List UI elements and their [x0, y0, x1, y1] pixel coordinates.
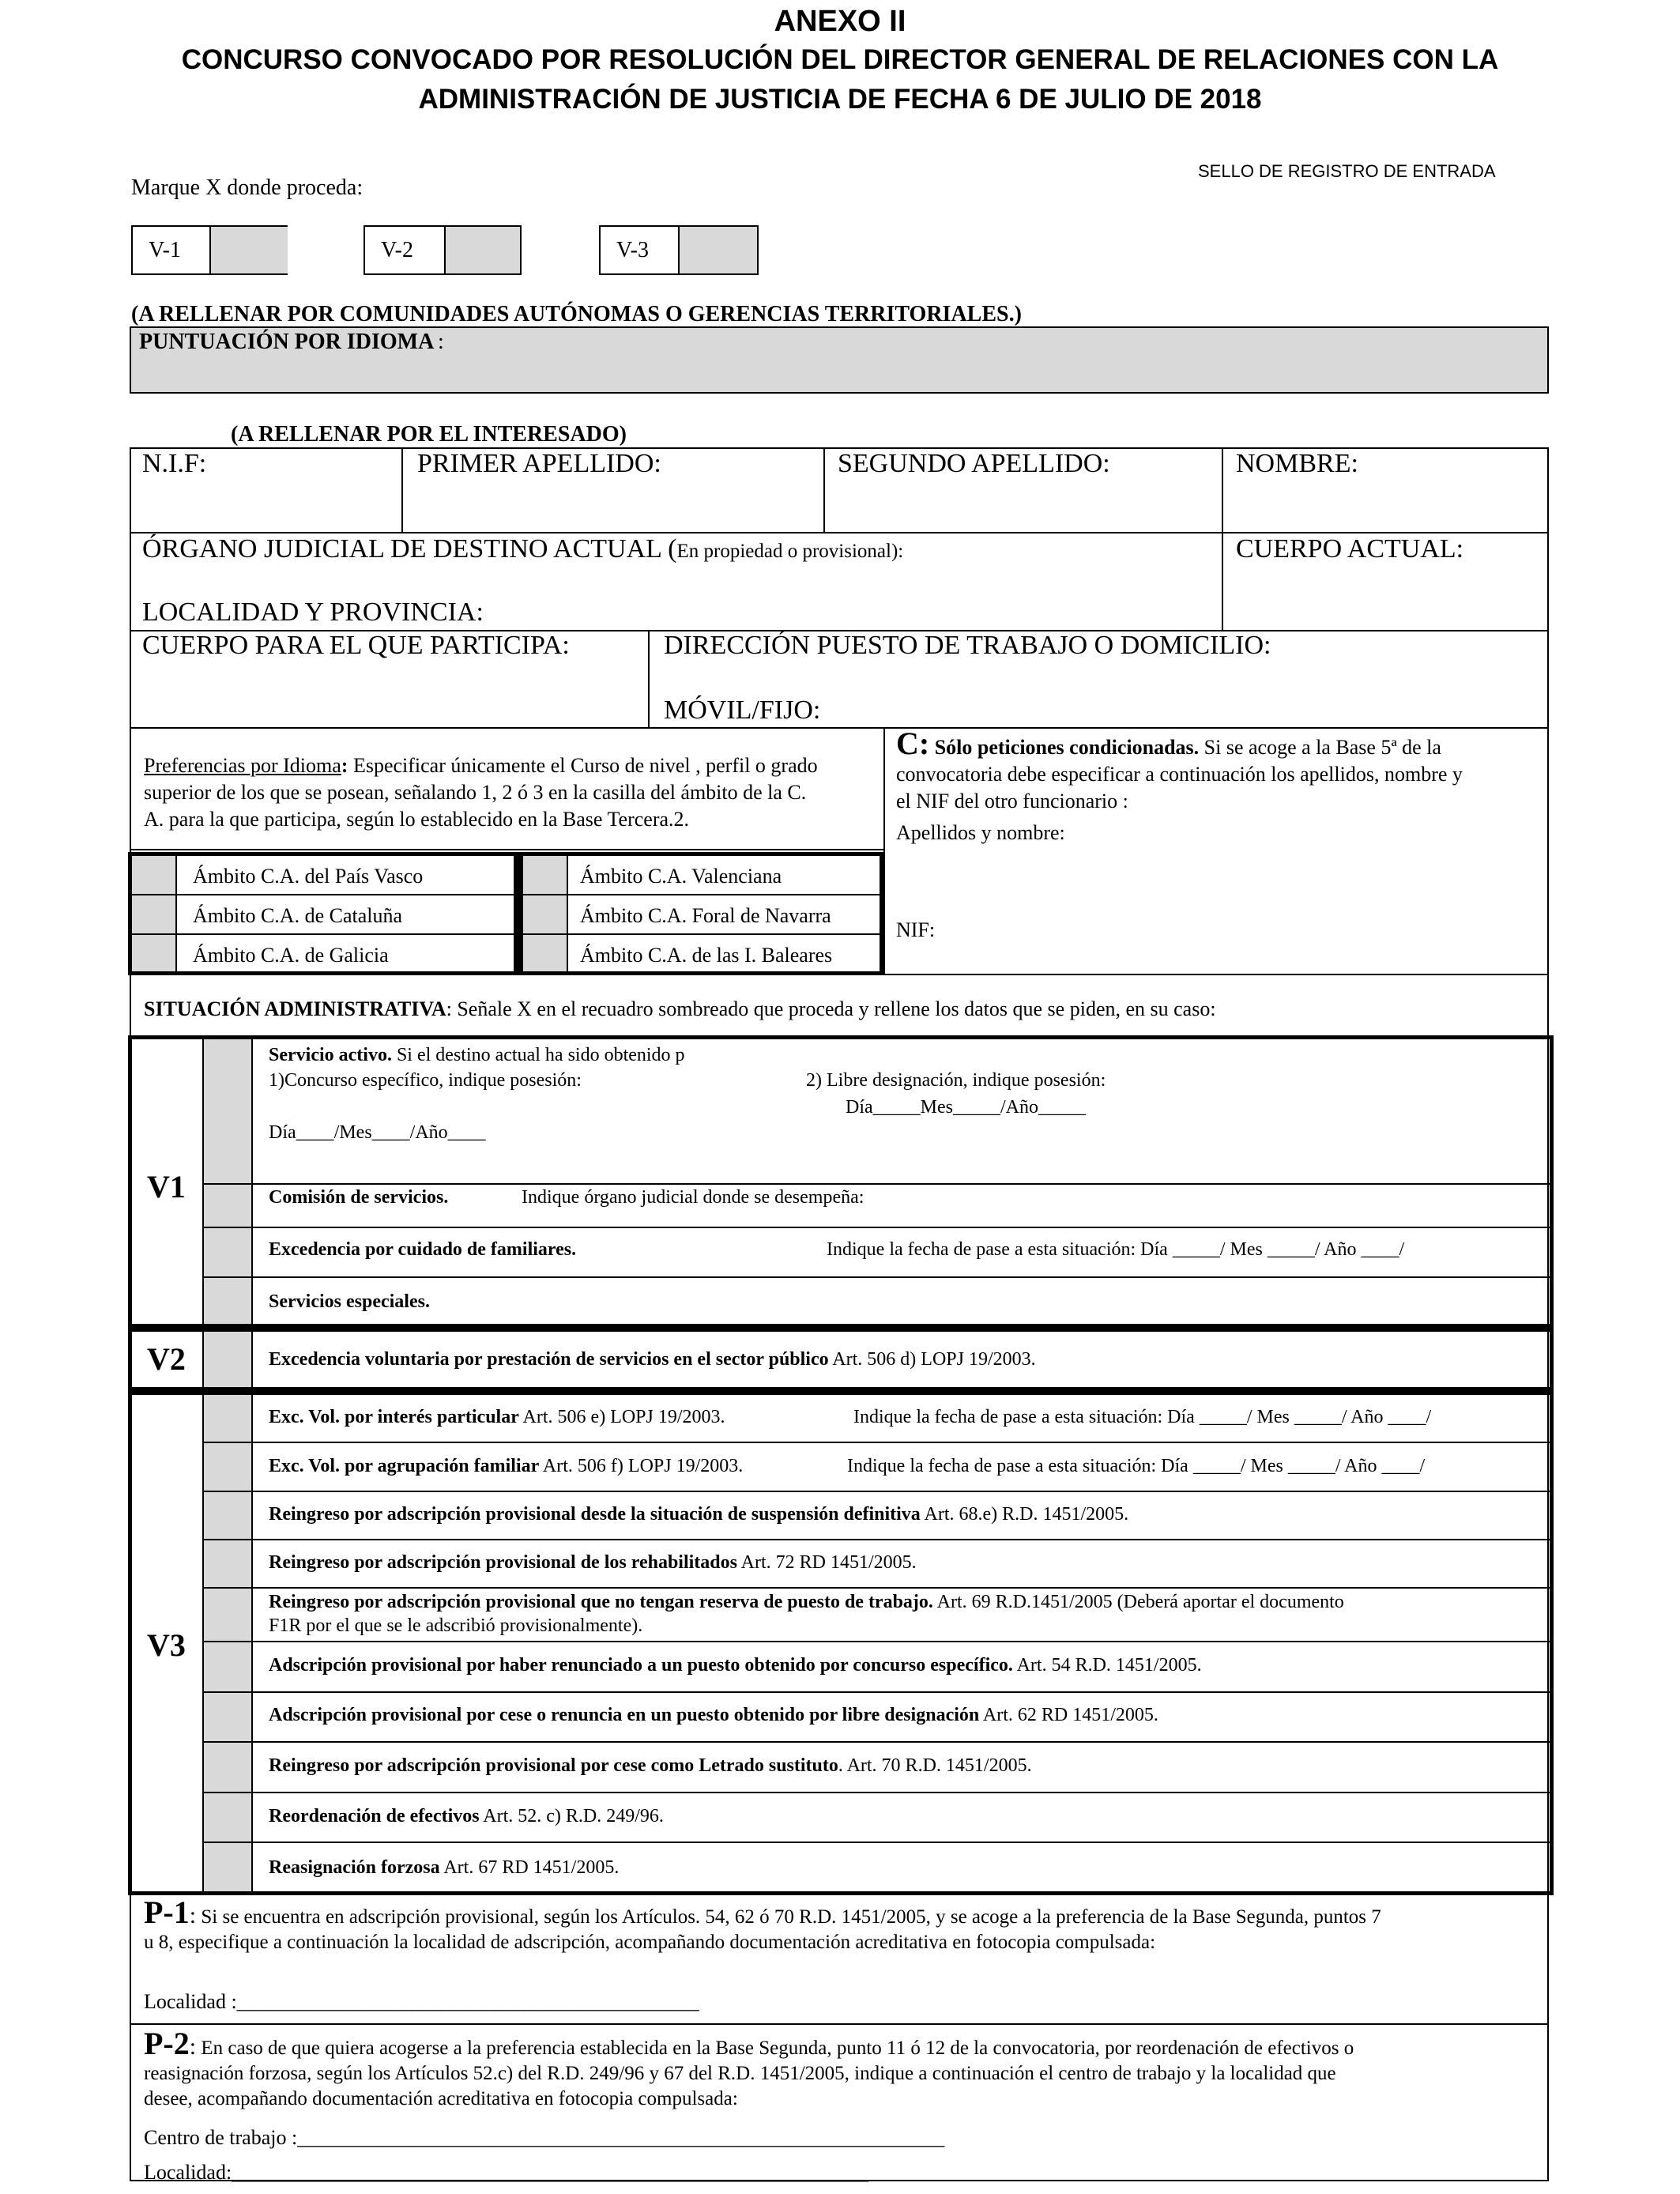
option-v1-checkbox[interactable] [209, 227, 288, 273]
family-leave-row [269, 1238, 576, 1261]
language-preferences-line2: superior de los que se posean, señalando 1, 2 ó 3 en la casilla del ámbito de la C. [144, 781, 807, 804]
active-service-date2[interactable]: Día_____Mes_____/Año_____ [846, 1097, 1086, 1118]
option-v1-label: V-1 [149, 238, 181, 262]
v3-row-8 [269, 1754, 1032, 1777]
v3-row-10 [269, 1856, 619, 1879]
p2-label: P-2 [144, 2026, 190, 2061]
area-galicia: Ámbito C.A. de Galicia [193, 944, 389, 967]
conditional-title: Sólo peticiones condicionadas. [929, 736, 1200, 759]
conditional-nif-field[interactable]: NIF: [896, 918, 936, 941]
v3-row-10-bold: Reasignación forzosa [269, 1857, 440, 1878]
v3-row-1 [269, 1405, 725, 1429]
p2-section [144, 2026, 1543, 2112]
v1-checkbox-column[interactable] [204, 1039, 251, 1324]
language-preferences-colon: : [341, 754, 348, 777]
v3-row-3-bold: Reingreso por adscripción provisional desde la situación de suspensión definitiva [269, 1504, 921, 1525]
p1-label: P-1 [144, 1894, 190, 1930]
commission-row [269, 1186, 448, 1209]
nif-field[interactable]: N.I.F: [142, 449, 207, 478]
organ-field[interactable] [142, 534, 903, 564]
current-body-field[interactable]: CUERPO ACTUAL: [1236, 534, 1464, 564]
v3-row-4-bold: Reingreso por adscripción provisional de los rehabilitados [269, 1552, 737, 1573]
p1-locality-field[interactable]: Localidad :_____________________________________________ [144, 1990, 699, 2013]
p2-workplace-field[interactable]: Centro de trabajo :_______________________________________________________________ [144, 2126, 945, 2149]
p2-line3: desee, acompañando documentación acreditativa en fotocopia compulsada: [144, 2088, 738, 2109]
conditional-letter: C: [896, 726, 930, 761]
option-v3-checkbox[interactable] [678, 227, 757, 273]
conditional-line2: convocatoria debe especificar a continuación los apellidos, nombre y [896, 763, 1463, 786]
stamp-label: SELLO DE REGISTRO DE ENTRADA [1198, 161, 1496, 181]
v3-row-7 [269, 1703, 1158, 1727]
option-v3[interactable] [599, 225, 759, 275]
option-v2-label: V-2 [381, 238, 413, 262]
area-valencia: Ámbito C.A. Valenciana [580, 865, 782, 888]
language-preferences-line3: A. para la que participa, según lo establecido en la Base Tercera.2. [144, 808, 690, 831]
language-preferences-text [144, 752, 879, 833]
option-v1[interactable] [131, 225, 288, 275]
locality-province-field[interactable]: LOCALIDAD Y PROVINCIA: [142, 598, 484, 627]
v3-row-1-date[interactable]: Indique la fecha de pase a esta situación: Día _____/ Mes _____/ Año ____/ [853, 1407, 1432, 1427]
organ-sublabel: En propiedad o provisional): [676, 541, 904, 562]
active-service-title [269, 1043, 685, 1067]
applicant-heading: (A RELLENAR POR EL INTERESADO) [231, 422, 627, 447]
v3-row-2-text: Art. 506 f) LOPJ 19/2003. [539, 1456, 744, 1476]
v3-row-9-bold: Reordenación de efectivos [269, 1806, 480, 1826]
second-surname-field[interactable]: SEGUNDO APELLIDO: [838, 449, 1110, 478]
option-v2[interactable] [363, 225, 522, 275]
mobile-field[interactable]: MÓVIL/FIJO: [664, 696, 821, 725]
conditional-names-field[interactable]: Apellidos y nombre: [896, 821, 1065, 844]
v3-row-1-bold: Exc. Vol. por interés particular [269, 1407, 519, 1427]
v2-article: Art. 506 d) LOPJ 19/2003. [828, 1349, 1036, 1370]
option-v2-checkbox[interactable] [444, 227, 520, 273]
commission-bold: Comisión de servicios. [269, 1187, 449, 1208]
area-navarra: Ámbito C.A. Foral de Navarra [580, 904, 831, 927]
option-v3-label: V-3 [616, 238, 649, 262]
active-service-bold: Servicio activo. [269, 1045, 392, 1065]
conditional-line3: el NIF del otro funcionario : [896, 790, 1128, 812]
language-preferences-line1: Especificar únicamente el Curso de nivel , perfil o grado [348, 754, 818, 777]
area-left-checkboxes[interactable] [132, 856, 175, 971]
area-catalonia: Ámbito C.A. de Cataluña [193, 904, 403, 927]
situation-text: : Señale X en el recuadro sombreado que proceda y rellene los datos que se piden, en su caso: [446, 997, 1216, 1020]
commission-text: Indique órgano judicial donde se desempeña: [522, 1187, 864, 1208]
v3-row-7-bold: Adscripción provisional por cese o renuncia en un puesto obtenido por libre designación [269, 1705, 980, 1725]
name-field[interactable]: NOMBRE: [1236, 449, 1358, 478]
special-services-row [269, 1290, 430, 1314]
v2-text [269, 1348, 1036, 1371]
p2-line2: reasignación forzosa, según los Artículos 52.c) del R.D. 249/96 y 67 del R.D. 1451/2005, indique a continuación el centro de trabajo y la localidad que [144, 2063, 1336, 2084]
v3-row-3 [269, 1502, 1128, 1526]
v2-label: V2 [147, 1341, 186, 1377]
v3-row-8-bold: Reingreso por adscripción provisional por cese como Letrado sustituto [269, 1755, 838, 1776]
p2-line1: En caso de que quiera acogerse a la preferencia establecida en la Base Segunda, punto 11 ó 12 de la convocatoria, por reordenación de efectivos o [196, 2038, 1354, 2059]
conditional-line1: Si se acoge a la Base 5ª de la [1199, 736, 1441, 759]
p1-line1: Si se encuentra en adscripción provisional, según los Artículos. 54, 62 ó 70 R.D. 1451/2005, y se acoge a la preferencia de la Base Segunda, puntos 7 [196, 1906, 1381, 1928]
language-score-label: PUNTUACIÓN POR IDIOMA [139, 330, 435, 354]
area-right-checkboxes[interactable] [523, 856, 567, 971]
v3-row-5-text: Art. 69 R.D.1451/2005 (Deberá aportar el documento [932, 1592, 1344, 1612]
v3-row-2 [269, 1454, 743, 1478]
title-line-2: ADMINISTRACIÓN DE JUSTICIA DE FECHA 6 DE JULIO DE 2018 [418, 84, 1262, 115]
v3-row-4 [269, 1551, 917, 1574]
v3-row-2-bold: Exc. Vol. por agrupación familiar [269, 1456, 540, 1476]
p2-colon: : [189, 2034, 197, 2060]
p1-colon: : [189, 1902, 197, 1928]
annex-title: ANEXO II [774, 5, 906, 38]
situation-instructions [144, 997, 1216, 1021]
v3-row-3-text: Art. 68.e) R.D. 1451/2005. [920, 1504, 1129, 1525]
v3-row-5 [269, 1590, 1344, 1614]
v3-row-2-date[interactable]: Indique la fecha de pase a esta situación: Día _____/ Mes _____/ Año ____/ [847, 1456, 1426, 1476]
v1-label: V1 [147, 1169, 186, 1204]
family-leave-bold: Excedencia por cuidado de familiares. [269, 1239, 577, 1260]
v3-checkbox-column[interactable] [204, 1395, 251, 1891]
ccaa-heading: (A RELLENAR POR COMUNIDADES AUTÓNOMAS O GERENCIAS TERRITORIALES.) [131, 302, 1022, 326]
address-field[interactable]: DIRECCIÓN PUESTO DE TRABAJO O DOMICILIO: [664, 631, 1271, 660]
v3-row-9-text: Art. 52. c) R.D. 249/96. [479, 1806, 664, 1826]
title-line-1: CONCURSO CONVOCADO POR RESOLUCIÓN DEL DIRECTOR GENERAL DE RELACIONES CON LA [181, 44, 1499, 75]
p1-section [144, 1894, 1543, 1955]
area-balearic: Ámbito C.A. de las I. Baleares [580, 944, 833, 967]
v3-row-5-bold: Reingreso por adscripción provisional que no tengan reserva de puesto de trabajo. [269, 1592, 933, 1612]
body-participates-field[interactable]: CUERPO PARA EL QUE PARTICIPA: [142, 631, 570, 660]
v3-row-4-text: Art. 72 RD 1451/2005. [736, 1552, 917, 1573]
language-preferences-title: Preferencias por Idioma [144, 754, 341, 777]
mark-prompt: Marque X donde proceda: [131, 175, 363, 200]
active-service-date1[interactable]: Día____/Mes____/Año____ [269, 1122, 486, 1143]
p1-line2: u 8, especifique a continuación la localidad de adscripción, acompañando documentación acreditativa en fotocopia compulsada: [144, 1932, 1156, 1953]
v2-checkbox[interactable] [204, 1332, 251, 1387]
p2-locality-field[interactable]: Localidad:______________________________________________________________ [144, 2161, 869, 2184]
language-score-field[interactable] [130, 326, 1549, 394]
family-leave-date[interactable]: Indique la fecha de pase a esta situación: Día _____/ Mes _____/ Año ____/ [827, 1239, 1405, 1260]
v3-row-6-text: Art. 54 R.D. 1451/2005. [1012, 1655, 1202, 1676]
v3-row-9 [269, 1804, 664, 1828]
situation-label: SITUACIÓN ADMINISTRATIVA [144, 997, 446, 1020]
active-service-option1: 1)Concurso específico, indique posesión: [269, 1070, 582, 1091]
v3-row-7-text: Art. 62 RD 1451/2005. [979, 1705, 1158, 1725]
v3-row-8-text: . Art. 70 R.D. 1451/2005. [838, 1755, 1032, 1776]
v3-row-5-continued: F1R por el que se le adscribió provisionalmente). [269, 1615, 643, 1636]
area-basque-country: Ámbito C.A. del País Vasco [193, 865, 424, 888]
conditional-text [896, 726, 1544, 846]
active-service-option2: 2) Libre designación, indique posesión: [806, 1070, 1106, 1091]
v3-row-6 [269, 1653, 1202, 1677]
organ-label: ÓRGANO JUDICIAL DE DESTINO ACTUAL ( [142, 534, 677, 564]
first-surname-field[interactable]: PRIMER APELLIDO: [417, 449, 661, 478]
v3-row-6-bold: Adscripción provisional por haber renunciado a un puesto obtenido por concurso específico. [269, 1655, 1013, 1676]
v3-row-1-text: Art. 506 e) LOPJ 19/2003. [518, 1407, 725, 1427]
v3-row-10-text: Art. 67 RD 1451/2005. [439, 1857, 620, 1878]
special-services-bold: Servicios especiales. [269, 1291, 430, 1312]
active-service-text: Si el destino actual ha sido obtenido p [391, 1045, 685, 1065]
v2-bold: Excedencia voluntaria por prestación de servicios en el sector público [269, 1349, 829, 1370]
v3-label: V3 [147, 1627, 186, 1663]
language-score-colon: : [438, 330, 444, 354]
